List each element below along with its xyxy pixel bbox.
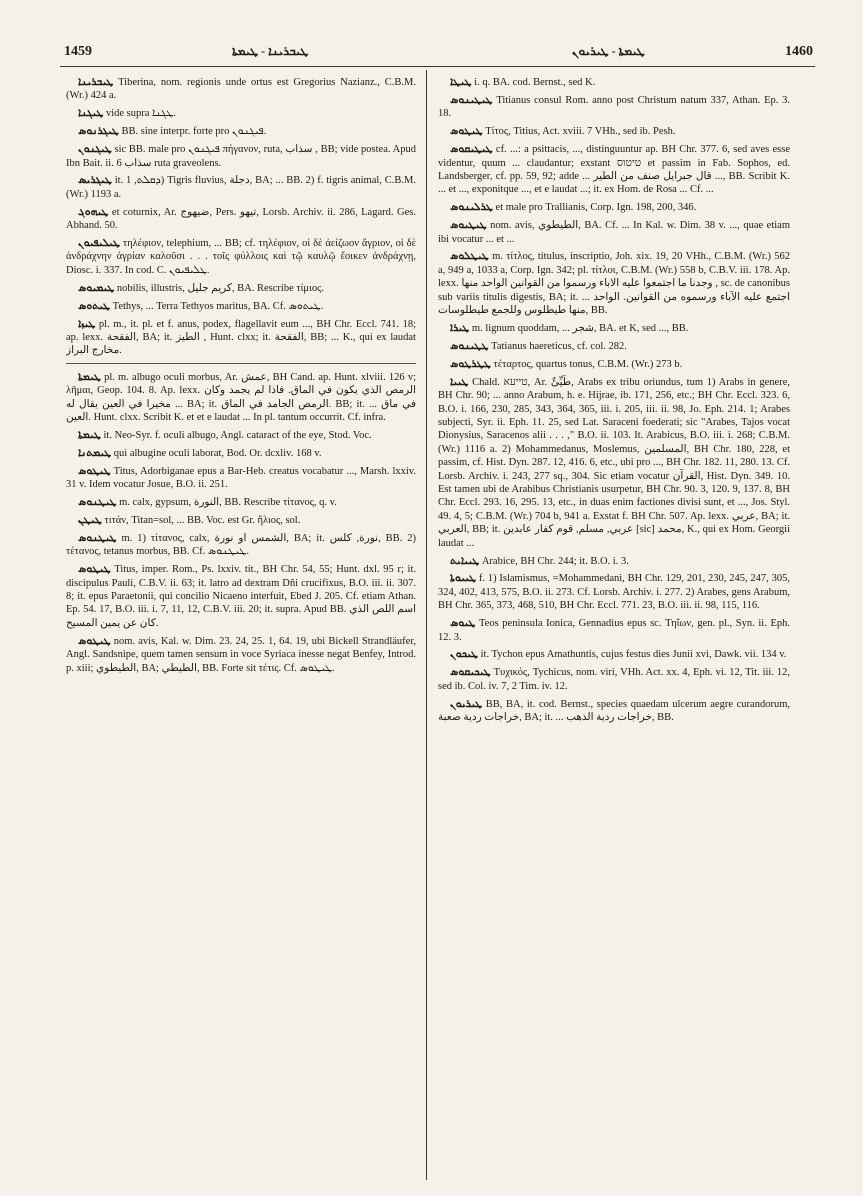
dictionary-entry	[438, 94, 790, 121]
entry-text: pl. m. albugo oculi morbus, Ar. عمش, BH Cand. ap. Hunt. xlviii. 126 v; λῆμαι, Geop. 104. 8. Ap. lexx. الرمص الذي يكون في الماق. فاذا لم يجمد وكان مخيرا في العين يقال له ... BA; it. الرمص الجامد في الماق. BB; it. ... في ماق العين. Hunt. clxx. Scribit K. et et e laudat ... In pl. tantum occurrit. Cf. infra.	[66, 371, 416, 424]
entry-text: et coturnix, Ar. ضيهوج, Pers. تيهو, Lorsb. Archiv. ii. 286, Lagard. Ges. Abhand. 50.	[66, 206, 416, 232]
entry-text: et male pro Trallianis, Corp. Ign. 198, 200, 346.	[495, 202, 697, 214]
dictionary-entry	[66, 371, 416, 425]
dictionary-entry	[438, 698, 790, 725]
entry-headword: ܛܝܛܢܘܣ	[78, 532, 117, 544]
entry-headword: ܛܝܓܪܝܣ	[78, 175, 112, 187]
dictionary-entry	[66, 76, 416, 103]
entry-text: nom. avis, Kal. w. Dim. 23. 24, 25. 1, 64. 19, ubi Bickell Strandläufer, Angl. Sandsnipe, quem tamen sensum in voce Syriaca inesse negat Benfey, Introd. p. xiii; الطيطوي, BA; الطيطي, BB. Forte sit τέτις. Cf. ܛܝܛܘܣ.	[66, 635, 416, 674]
entry-headword: ܛܝܛܢܘܣ	[78, 497, 117, 509]
entry-headword: ܛܝܛܠܘܣ	[450, 251, 489, 263]
entry-text: m. τίτλος, titulus, inscriptio, Joh. xix. 19, 20 VHh., C.B.M. (Wr.) 562 a, 949 a, 1033 a, Corp. Ign. 342; pl. τίτλοι, C.B.M. (Wr.) 558 b, C.B.V. iii. 178. Ap. lexx. وجدنا ما اجتمعوا عليه الاباء ورسموا من القوانين الواحد منها , sc. de canonibus sub variis titulis digestis, BA; it. ... اجتمع عليه الآباء ورسموه من القوانين. الواحد منها طيطلوس وللجمع طيطلوسات, BB.	[438, 251, 790, 317]
entry-text: BB. sine interpr. forte pro ܦܝܓܢܘܢ.	[121, 126, 267, 138]
entry-headword: ܛܛܪܛܘܣ	[450, 358, 491, 370]
entry-text: i. q. BA. cod. Bernst., sed K.	[474, 77, 596, 88]
dictionary-entry	[438, 376, 790, 550]
left-running-head: ܛܝܒܪܝܢܐ - ܛܝܡܬܐ	[232, 44, 309, 58]
dictionary-entry	[66, 107, 416, 120]
entry-headword: ܛܝܒܪܝܢܐ	[78, 77, 114, 88]
dictionary-entry	[66, 447, 416, 460]
entry-headword: ܛܝܠܝܦܝܘܢ	[78, 238, 120, 250]
entry-text: Titianus consul Rom. anno post Christum natum 337, Athan. Ep. 3. 18.	[438, 94, 790, 120]
page-header	[60, 40, 815, 64]
dictionary-entry	[66, 318, 416, 358]
entry-text: Tiberina, nom. regionis unde ortus est Gregorius Nazianz., C.B.M. (Wr.) 424 a.	[66, 77, 416, 102]
entry-headword: ܛܝܡܬܢܐ	[78, 447, 112, 459]
dictionary-entry	[438, 555, 790, 568]
entry-text: Titus, Adorbiganae epus a Bar-Heb. creatus vocabatur ..., Marsh. lxxiv. 31 v. Idem vocatur Josue, B.O. ii. 251.	[66, 465, 416, 491]
dictionary-entry	[66, 532, 416, 559]
entry-headword: ܛܝܓܢܘܢ	[78, 144, 112, 156]
left-column-entries-b	[66, 371, 416, 675]
dictionary-entry	[438, 666, 790, 693]
column-divider	[426, 70, 427, 1180]
entry-headword: ܛܝܛܘܣ	[78, 564, 111, 576]
entry-text: m. lignum quoddam, ... شجر, BA. et K, sed ..., BB.	[471, 323, 689, 334]
header-rule	[60, 66, 815, 67]
entry-text: cf. ...: a psittacis, ..., distinguuntur ap. BH Chr. 377. 6, sed aves esse videntur, quum ... claudantur; exstant טיטוס et passim in Fab. Sophos, ed. Landsberger, cf. pp. 59, 92; adde ... قال جبرايل صنف من الطير ..., BB. Scribit K. ... et ..., exponitque ..., et e laudat ...; it. ex Hom. de Rosa ... Cf. ...	[438, 144, 790, 196]
entry-headword: ܛܝܝܐ	[450, 376, 469, 388]
dictionary-entry	[66, 496, 416, 509]
entry-text: Τυχικός, Tychicus, nom. viri, VHh. Act. xx. 4, Eph. vi. 12, Tit. iii. 12, sed ib. Col. iv. 7, 2 Tim. iv. 12.	[438, 667, 790, 692]
entry-headword: ܛܝܛܝܩܘܣ	[450, 144, 493, 156]
left-column	[66, 76, 416, 1176]
right-column-entries	[438, 76, 790, 724]
dictionary-entry	[66, 465, 416, 492]
entry-headword: ܛܝܛܘܣ	[78, 465, 111, 477]
entry-headword: ܛܝܡܝܘܣ	[78, 282, 115, 294]
dictionary-entry	[66, 125, 416, 138]
entry-headword: ܛܝܛܝܢܘܣ	[450, 94, 493, 106]
entry-headword: ܛܛܝܢܘܣ	[450, 340, 489, 352]
dictionary-entry	[438, 648, 790, 661]
entry-text: Chald. טייעא, Ar. طَيِّئٌ, Arabs ex tribu oriundus, tum 1) Arabs in genere, BH Chr. 90; ... anno Arabum, h. e. Hijrae, ib. 171, 256, etc.; BH Chr. Eccl. 323. 6, B.O. i. 166, 230, 285, 343, 364, 365, iii. i. 205, iii. ii. 98, Jo. Eph. 214. 1; Arabes subjecti, Syr. ii. Eph. 11. 25, sed Lat. Saraceni foederati; sic "Arabes, Tajos vocat Dionysius, Saracenos alii . . . ," B.O. ii. 103. It. Arabicus, B.O. iii. i. 268; C.B.M. (Wr.) 1116 a. 2) Mohammedanus, Moslemus, المسلمين, BH Chr. 180, 228, et passim, cf. Hist. Dyn. 287. 12, 416. 6, etc., ubi pro ..., BH Chr. 182. 11, 280. 13. Cf. Lorsb. Archiv. i. 243, 277 sq., 304. Sic etiam vocatur القرآن, Hist. Dyn. 349. 10. Est tamen ubi de Arabibus Christianis usurpetur, BH Chr. 90. 3, 120. 9, 137. 8, BH Chr. Eccl. 293. 16, 295. 13, etc., in duas enim factiones divisi sunt, et ..., Jos. Styl. 49. 4, 5; C.B.M. (Wr.) 704 b, 941 a. Exstat f. BH Chr. 507. Ap. lexx. عربي, BA; it. العربي, BB; it. عربي, مسلم, قوم كفار عابدين [sic] محمد, K., qui ex Hom. Georgii laudat ...	[438, 376, 790, 549]
entry-text: Teos peninsula Ionica, Gennadius epus sc. Τηΐων, gen. pl., Syn. ii. Eph. 12. 3.	[438, 618, 790, 643]
entry-headword: ܛܝܝܐܝܬ	[450, 555, 480, 567]
dictionary-entry	[438, 201, 790, 214]
entry-headword: ܛܪܠܝܢܘܣ	[450, 202, 493, 214]
entry-text: sic BB. male pro ܦܝܓܢܘܢ πήγανον, ruta, سذاب , BB; vide postea. Apud Ibn Bait. ii. 6 سذاب ruta graveolens.	[66, 144, 416, 169]
dictionary-entry	[438, 340, 790, 353]
dictionary-entry	[66, 174, 416, 201]
entry-headword: ܛܝܛܘܣ	[450, 126, 483, 138]
entry-headword: ܛܝܘܣ	[450, 618, 476, 630]
dictionary-entry	[438, 125, 790, 138]
entry-headword: ܛܝܗܘܓ	[78, 206, 109, 218]
entry-text: Arabice, BH Chr. 244; it. B.O. i. 3.	[481, 555, 629, 567]
right-column	[438, 76, 790, 1176]
entry-headword: ܛܝܙܐ	[78, 318, 96, 330]
dictionary-entry	[438, 143, 790, 197]
entry-headword: ܛܝܝܘܬܐ	[450, 573, 477, 585]
entry-text: qui albugine oculi laborat, Bod. Or. dcxliv. 168 v.	[113, 447, 322, 459]
entry-text: m. calx, gypsum, النورة, BB. Rescribe τίτανος, q. v.	[119, 497, 337, 509]
entry-text: BB, BA, it. cod. Bernst., species quaedam ulcerum aegre curandorum, خراجات ردية صعبة, BA; it. ... خراجات ردية الذهب, BB.	[438, 698, 790, 724]
entry-text: τέταρτος, quartus tonus, C.B.M. (Wr.) 273 b.	[493, 358, 683, 370]
dictionary-entry	[66, 514, 416, 527]
entry-text: Τίτος, Titius, Act. xviii. 7 VHh., sed ib. Pesh.	[485, 126, 676, 138]
entry-headword: ܛܝܛܝܘܣ	[450, 220, 487, 232]
entry-text: f. 1) Islamismus, =Mohammedani, BH Chr. 129, 201, 230, 245, 247, 305, 324, 402, 413, 575, B.O. ii. 273. Cf. Lorsb. Archiv. i. 277. 2) Arabes, gens Arabum, BH Chr. 365, 373, 468, 510, BH Chr. Eccl. 771. 23, B.O. iii. ii. 98, 115, 116.	[438, 573, 790, 612]
entry-headword: ܛܝܬܘܣ	[78, 300, 111, 312]
dictionary-entry	[66, 300, 416, 313]
left-column-entries	[66, 76, 416, 358]
dictionary-entry	[438, 250, 790, 317]
entry-headword: ܛܝܓܪܢܘܣ	[78, 126, 119, 138]
entry-headword: ܛܝܓܢܐ	[78, 108, 104, 120]
entry-text: m. 1) τίτανος, calx, الشمس او نورة, BA; it. نورة, كلس, BB. 2) τέτανος, tetanus morbus, BB. Cf. ܛܝܛܢܘܣ.	[66, 532, 416, 558]
entry-text: Titus, imper. Rom., Ps. lxxiv. tit., BH Chr. 54, 55; Hunt. dxl. 95 r; it. discipulus Pauli, C.B.V. ii. 63; it. latro ad dextram Dñi crucifixus, B.O. iii. ii. 307. 8; it. epus Paraetonii, qui concilio Nicaeno interfuit, Ebed J. 205. Cf. etiam Athan. Ep. 54. 17, B.O. iii. i. 7, 11, 12, C.B.V. iii. 20; it. supra. Apud BB. اسم اللص الذي كان عن يمين المسيح.	[66, 564, 416, 629]
dictionary-entry	[66, 237, 416, 277]
entry-headword: ܛܝܪܐ	[450, 323, 470, 334]
dictionary-entry	[66, 563, 416, 630]
entry-headword: ܛܝܟܝܩܘܣ	[450, 667, 491, 679]
dictionary-entry	[438, 76, 790, 89]
dictionary-entry	[66, 282, 416, 295]
entry-text: Tethys, ... Terra Tethyos maritus, BA. Cf. ܛܝܬܘܣ.	[112, 300, 324, 312]
entry-text: vide supra ܛܓܢܐ.	[105, 108, 176, 120]
dictionary-entry	[438, 572, 790, 612]
entry-headword: ܛܝܪܝܘܢ	[450, 698, 483, 710]
dictionary-entry	[66, 635, 416, 675]
entry-text: it. Tychon epus Amathuntis, cujus festus dies Junii xvi, Dawk. vii. 134 v.	[480, 649, 787, 661]
entry-headword: ܛܝܛܢ	[78, 514, 102, 526]
section-separator	[66, 363, 416, 364]
dictionary-entry	[66, 429, 416, 442]
entry-headword: ܛܝܛܐ	[450, 77, 472, 88]
entry-headword: ܛܝܡܬܐ	[78, 371, 101, 383]
right-page-number: 1460	[785, 44, 813, 59]
dictionary-entry	[66, 143, 416, 170]
entry-headword: ܛܝܟܘܢ	[450, 649, 479, 661]
dictionary-entry	[438, 219, 790, 246]
entry-headword: ܛܝܛܘܣ	[78, 635, 111, 647]
entry-headword: ܛܝܡܬܐ	[78, 429, 101, 441]
entry-text: pl. m., it. pl. et f. anus, podex, flagellavit eum ..., BH Chr. Eccl. 741. 18; ap. lexx. الفقحة, BA; it. الطيز , Hunt. clxx; it. الفقحة, BB; ... K., qui ex laudat مخارج البراز.	[66, 318, 416, 357]
entry-text: it. Neo-Syr. f. oculi albugo, Angl. cataract of the eye, Stod. Voc.	[103, 429, 372, 441]
entry-text: it. ܕܩܠܬ, 1) Tigris fluvius, دجلة, BA; ... BB. 2) f. tigris animal, C.B.M. (Wr.) 1193 a.	[66, 175, 416, 200]
dictionary-entry	[66, 206, 416, 233]
entry-text: nom. avis, الطيطوي, BA. Cf. ... In Kal. w. Dim. 38 v. ..., quae etiam ibi vocatur ... et ...	[438, 220, 790, 245]
left-page-number: 1459	[64, 44, 92, 59]
right-running-head: ܛܝܡܬܐ - ܛܝܪܝܘܢ	[572, 44, 645, 58]
dictionary-entry	[438, 322, 790, 335]
entry-text: Tatianus haereticus, cf. col. 282.	[491, 340, 627, 352]
entry-text: nobilis, illustris, كريم جليل, BA. Rescribe τίμιος.	[116, 282, 324, 294]
dictionary-entry	[438, 358, 790, 371]
entry-text: τηλέφιον, telephium, ... BB; cf. τηλέφιον, οἱ δὲ ἀείζωον ἄγριον, οἱ δὲ ἀνδράχνην ἀγρίαν καλοῦσι . . . τοῖς φύλλοις καὶ τῷ καυλῷ ἔοικεν ἀνδράχνῃ, Diosc. i. 337. In cod. C. ܛܠܝܦܝܘܢ.	[66, 238, 416, 276]
dictionary-entry	[438, 617, 790, 644]
entry-text: τιτάν, Titan=sol, ... BB. Voc. est Gr. ἥλιος, sol.	[104, 514, 301, 526]
